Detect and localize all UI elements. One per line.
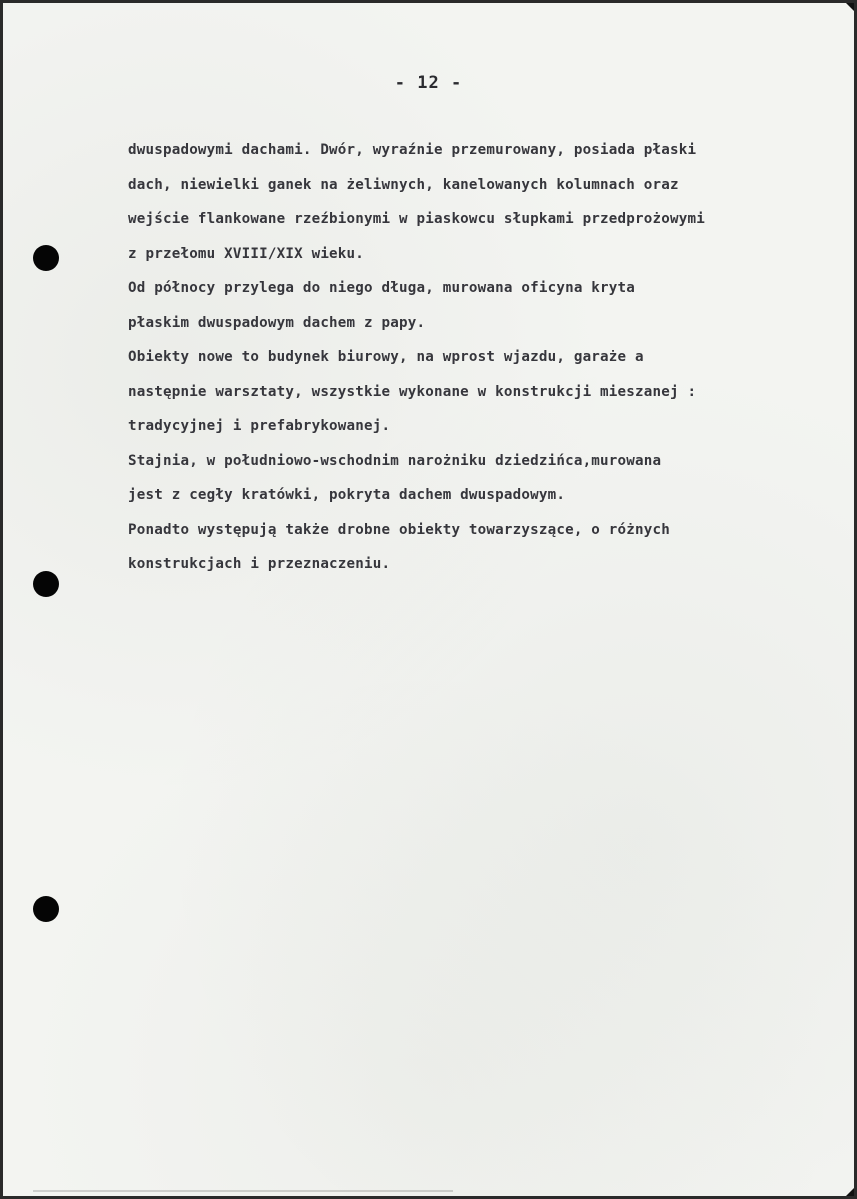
text-line: Obiekty nowe to budynek biurowy, na wprost wjazdu, garaże a — [128, 349, 644, 365]
text-line: z przełomu XVIII/XIX wieku. — [128, 245, 365, 262]
corner-mark-top-right — [845, 2, 855, 12]
text-line: następnie warsztaty, wszystkie wykonane w konstrukcji mieszanej : — [128, 383, 697, 400]
bottom-edge-shadow — [33, 1190, 453, 1192]
text-line: Od północy przylega do niego długa, murowana oficyna kryta — [128, 280, 636, 296]
text-line: tradycyjnej i prefabrykowanej. — [128, 418, 391, 434]
text-line: konstrukcjach i przeznaczeniu. — [128, 556, 391, 572]
punch-hole-top — [33, 245, 59, 271]
text-line: płaskim dwuspadowym dachem z papy. — [128, 314, 426, 331]
body-text — [128, 133, 833, 582]
text-line: jest z cegły kratówki, pokryta dachem dwuspadowym. — [128, 487, 566, 503]
text-line: Stajnia, w południowo-wschodnim narożniku dziedzińca,murowana — [128, 452, 662, 469]
text-line: dwuspadowymi dachami. Dwór, wyraźnie przemurowany, posiada płaski — [128, 142, 697, 158]
text-line: wejście flankowane rzeźbionymi w piaskowcu słupkami przedprożowymi — [128, 211, 705, 227]
text-line: Ponadto występują także drobne obiekty towarzyszące, o różnych — [128, 521, 670, 538]
punch-hole-bottom — [33, 896, 59, 922]
text-line: dach, niewielki ganek na żeliwnych, kanelowanych kolumnach oraz — [128, 176, 679, 193]
punch-hole-middle — [33, 571, 59, 597]
page-number: - 12 - — [394, 73, 463, 93]
corner-mark-bottom-right — [845, 1187, 855, 1197]
